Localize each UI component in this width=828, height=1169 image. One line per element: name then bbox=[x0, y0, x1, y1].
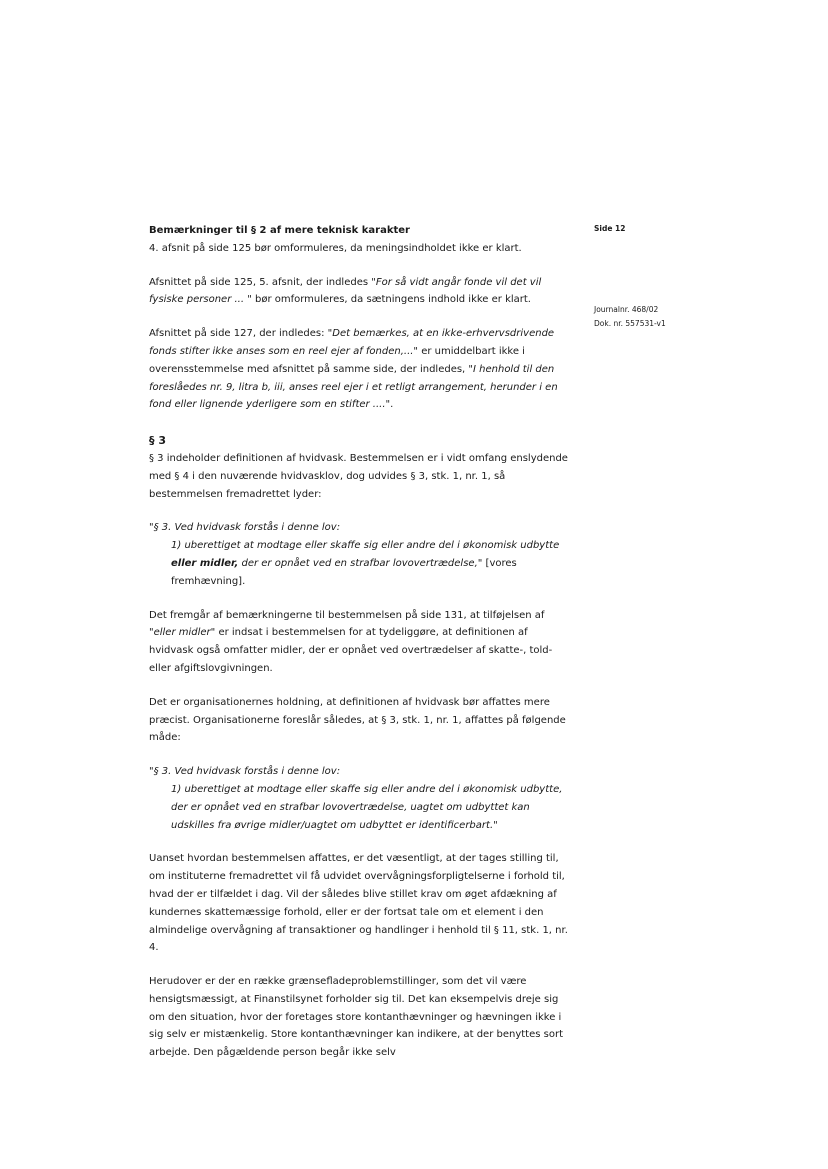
main-text bbox=[149, 222, 569, 1062]
section-heading-paragraph-3: § 3 bbox=[149, 434, 166, 448]
quote-line: "§ 3. Ved hvidvask forstås i denne lov: bbox=[149, 522, 341, 534]
quote-line: "§ 3. Ved hvidvask forstås i denne lov: bbox=[149, 766, 341, 778]
page-number: Side 12 bbox=[594, 224, 626, 233]
paragraph: 4. afsnit på side 125 bør omformuleres, da meningsindholdet ikke er klart. bbox=[149, 242, 522, 254]
quote-item: 1) uberettiget at modtage eller skaffe sig eller andre del i økonomisk udbytte eller midler, der er opnået ved en strafbar lovovertrædelse," [vores fremhævning]. bbox=[171, 540, 560, 587]
paragraph: § 3 indeholder definitionen af hvidvask. Bestemmelsen er i vidt omfang enslydende med § 4 i den nuværende hvidvasklov, dog udvides § 3, stk. 1, nr. 1, så bestemmelsen fremadrettet lyder: bbox=[149, 452, 568, 500]
paragraph: Herudover er der en række grænsefladeproblemstillinger, som det vil være hensigtsmæssigt, at Finanstilsynet forholder sig til. Det kan eksempelvis dreje sig om den situation, hvor der foretages store kontanthævninger og hævningen ikke i sig selv er mistænkelig. Store kontanthævninger kan indikere, at der benyttes sort arbejde. Den pågældende person begår ikke selv bbox=[149, 976, 563, 1059]
journal-number: Journalnr. 468/02 bbox=[594, 305, 659, 314]
paragraph: Det er organisationernes holdning, at definitionen af hvidvask bør affattes mere præcist. Organisationerne foreslår således, at § 3, stk. 1, nr. 1, affattes på følgende måde: bbox=[149, 696, 566, 744]
paragraph: Uanset hvordan bestemmelsen affattes, er det væsentligt, at der tages stilling til, om instituterne fremadrettet vil få udvidet overvågningsforpligtelserne i forhold til, hvad der er tilfældet i dag. Vil der således blive stillet krav om øget afdækning af kundernes skattemæssige forhold, eller er der fortsat tale om et element i den almindelige overvågning af transaktioner og handlinger i henhold til § 11, stk. 1, nr. 4. bbox=[149, 853, 568, 954]
document-number: Dok. nr. 557531-v1 bbox=[594, 319, 666, 328]
document-meta bbox=[594, 303, 704, 331]
paragraph: Afsnittet på side 127, der indledes: "Det bemærkes, at en ikke-erhvervsdrivende fonds stifter ikke anses som en reel ejer af fonden,..." er umiddelbart ikke i overensstemmelse med afsnittet på samme side, der indledes, "I henhold til den foreslåedes nr. 9, litra b, iii, anses reel ejer i et retligt arrangement, herunder i en fond eller lignende yderligere som en stifter ....". bbox=[149, 328, 558, 411]
quote-item: 1) uberettiget at modtage eller skaffe sig eller andre del i økonomisk udbytte, der er opnået ved en strafbar lovovertrædelse, uagtet om udbyttet kan udskilles fra øvrige midler/uagtet om udbyttet er identificerbart." bbox=[171, 783, 563, 831]
section-heading-technical: Bemærkninger til § 2 af mere teknisk karakter bbox=[149, 225, 410, 236]
paragraph: Det fremgår af bemærkningerne til bestemmelsen på side 131, at tilføjelsen af "eller midler" er indsat i bestemmelsen for at tydeliggøre, at definitionen af hvidvask også omfatter midler, der er opnået ved overtrædelser af skatte-, told- eller afgiftslovgivningen. bbox=[149, 609, 553, 674]
paragraph: Afsnittet på side 125, 5. afsnit, der indledes "For så vidt angår fonde vil det vil fysiske personer ... " bør omformuleres, da sætningens indhold ikke er klart. bbox=[149, 276, 542, 306]
quote-block bbox=[149, 763, 569, 834]
quote-block bbox=[149, 519, 569, 590]
